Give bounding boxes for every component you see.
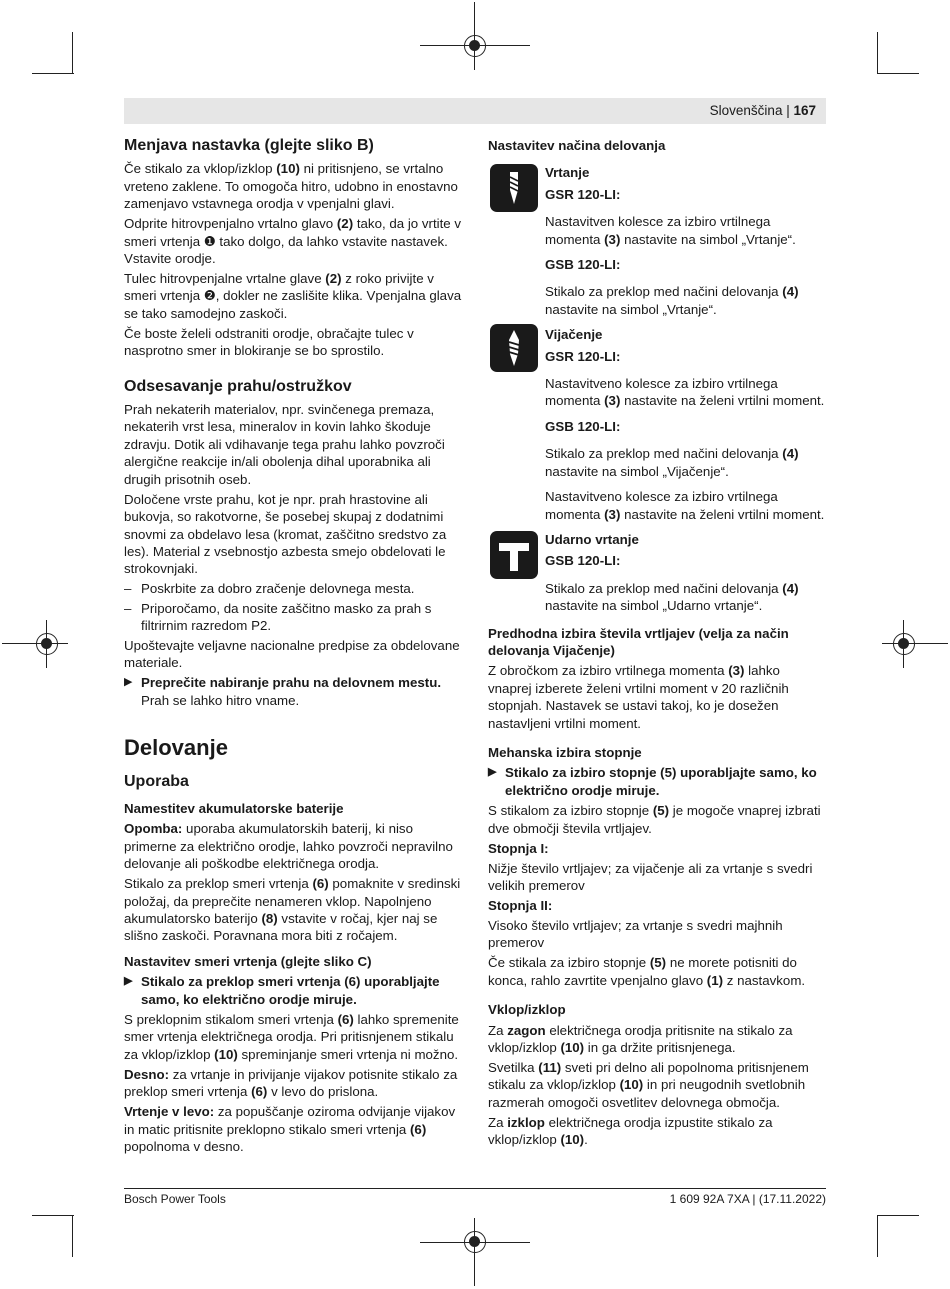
paragraph: Tulec hitrovpenjalne vrtalne glave (2) z roko privijte v smeri vrtenja ❷, dokler ne zaslišite klika. Vpenjalna glava se tako samodejno zaskoči. <box>124 271 462 321</box>
hammer-drill-mode-icon <box>490 531 538 579</box>
paragraph: Za izklop električnega orodja izpustite stikalo za vklop/izklop (10). <box>488 1114 773 1148</box>
registration-line <box>2 643 68 644</box>
crop-mark <box>877 1215 919 1216</box>
warning-item: ▶ Stikalo za izbiro stopnje (5) uporabljajte samo, ko električno orodje miruje. <box>488 764 826 799</box>
page-header-bar <box>124 98 826 124</box>
subsection-title: Mehanska izbira stopnje <box>488 744 642 760</box>
registration-mark-icon <box>464 1231 486 1253</box>
list-item: – Poskrbite za dobro zračenje delovnega mesta. <box>124 580 462 597</box>
paragraph: Nastavitven kolesce za izbiro vrtilnega momenta (3) nastavite na simbol „Vrtanje“. <box>545 214 796 247</box>
paragraph: Opomba: uporaba akumulatorskih baterij, ki niso primerne za električno orodje, lahko povzroči nepravilno delovanje ali poškodbe električnega orodja. <box>124 821 453 872</box>
paragraph: Prah nekaterih materialov, npr. svinčenega premaza, nekaterih vrst lesa, mineralov in kovin lahko škoduje zdravju. Dotik ali vdihavanje tega prahu lahko povzroči alergične reakcije in/ali obolenja dihal uporabnika ali drugih prisotnih oseb. <box>124 402 445 487</box>
model-label: GSR 120-LI: <box>545 348 621 364</box>
paragraph: Stikalo za preklop med načini delovanja (4) nastavite na simbol „Vrtanje“. <box>545 284 799 317</box>
model-label: GSB 120-LI: <box>545 418 621 434</box>
section-title: Menjava nastavka (glejte sliko B) <box>124 137 374 154</box>
crop-mark <box>877 1215 878 1257</box>
mode-drilling <box>488 164 826 318</box>
registration-mark-icon <box>464 35 486 57</box>
paragraph: Visoko število vrtljajev; za vrtanje s svedri majhnih premerov <box>488 918 783 951</box>
paragraph: Nižje število vrtljajev; za vijačenje ali za vrtanje s svedri velikih premerov <box>488 860 813 893</box>
paragraph: Če stikala za izbiro stopnje (5) ne morete potisniti do konca, rahlo zavrtite vpenjalno glavo (1) z nastavkom. <box>488 955 806 988</box>
registration-mark-icon <box>36 633 58 655</box>
crop-mark <box>877 32 878 74</box>
page-number: 167 <box>793 103 816 118</box>
footer-divider <box>124 1188 826 1189</box>
drill-mode-icon <box>490 164 538 212</box>
paragraph: Določene vrste prahu, kot je npr. prah hrastovine ali bukovja, so rakotvorne, še posebej skupaj z dodatnimi snovmi za obdelavo lesa (kromat, zaščitno sredstvo za les). Material z vsebnostjo azbesta smejo obdelovati le strokovnjaki. <box>124 491 447 577</box>
section-title: Uporaba <box>124 772 189 790</box>
footer-doc-id: 1 609 92A 7XA | (17.11.2022) <box>669 1192 826 1206</box>
stage-label: Stopnja I: <box>488 840 549 856</box>
stage-label: Stopnja II: <box>488 898 553 913</box>
registration-mark-icon <box>893 633 915 655</box>
subsection-title: Namestitev akumulatorske baterije <box>124 800 344 816</box>
model-label: GSB 120-LI: <box>545 257 621 273</box>
paragraph: Odprite hitrovpenjalno vrtalno glavo (2) tako, da jo vrtite v smeri vrtenja ❶ tako dolgo, da lahko vstavite nastavek. Vstavite orodje. <box>124 216 462 267</box>
paragraph: Desno: za vrtanje in privijanje vijakov potisnite stikalo za preklop smeri vrtenja (6) v levo do prislona. <box>124 1066 458 1100</box>
paragraph: Če boste želeli odstraniti orodje, obračajte tulec v nasprotno smer in blokiranje se bo sprostilo. <box>124 325 414 359</box>
warning-item: ▶ Preprečite nabiranje prahu na delovnem mestu. Prah se lahko hitro vname. <box>124 674 462 709</box>
section-title: Odsesavanje prahu/ostružkov <box>124 377 352 395</box>
paragraph: Svetilka (11) sveti pri delno ali popolnoma pritisnjenem stikalu za vklop/izklop (10) in pri neugodnih svetlobnih razmerah omogoči osvetlitev delovnega območja. <box>488 1060 809 1110</box>
paragraph: Upoštevajte veljavne nacionalne predpise za obdelovane materiale. <box>124 637 460 670</box>
paragraph: Stikalo za preklop med načini delovanja (4) nastavite na simbol „Vijačenje“. <box>545 446 799 479</box>
paragraph: Za zagon električnega orodja pritisnite na stikalo za vklop/izklop (10) in ga držite pritisnjenega. <box>488 1022 793 1056</box>
model-label: GSR 120-LI: <box>545 186 621 202</box>
paragraph: Stikalo za preklop med načini delovanja (4) nastavite na simbol „Udarno vrtanje“. <box>545 580 799 614</box>
paragraph: Nastavitveno kolesce za izbiro vrtilnega momenta (3) nastavite na želeni vrtilni moment. <box>545 376 825 409</box>
header-language: Slovenščina <box>709 103 783 118</box>
registration-line <box>882 643 948 644</box>
screw-mode-icon <box>490 324 538 372</box>
footer-brand: Bosch Power Tools <box>124 1192 226 1206</box>
crop-mark <box>72 1215 73 1257</box>
crop-mark <box>32 73 74 74</box>
list-item: – Priporočamo, da nosite zaščitno masko za prah s filtrirnim razredom P2. <box>124 600 462 635</box>
chapter-title: Delovanje <box>124 735 228 761</box>
paragraph: Z obročkom za izbiro vrtilnega momenta (3) lahko vnaprej izberete želeni vrtilni moment v 20 različnih stopnjah. Nastavek se ustavi takoj, ko je dosežen nastavljeni vrtilni moment. <box>488 663 789 731</box>
paragraph: Vrtenje v levo: za popuščanje oziroma odvijanje vijakov in matic pritisnite preklopno stikalo smeri vrtenja (6) popolnoma v desno. <box>124 1104 456 1155</box>
paragraph: S preklopnim stikalom smeri vrtenja (6) lahko spremenite smer vrtenja električnega orodja. Pri pritisnjenem stikalu za vklop/izklop (10) spreminjanje smeri vrtenja ni možno. <box>124 1012 459 1062</box>
subsection-title: Predhodna izbira števila vrtljajev (velja za način delovanja Vijačenje) <box>488 625 789 658</box>
page-header: Slovenščina | 167 <box>709 103 816 118</box>
crop-mark <box>32 1215 74 1216</box>
mode-screwdriving <box>488 326 826 523</box>
model-label: GSB 120-LI: <box>545 553 621 569</box>
mode-title: Vrtanje <box>545 165 590 181</box>
left-column <box>124 137 462 1158</box>
paragraph: Nastavitveno kolesce za izbiro vrtilnega momenta (3) nastavite na želeni vrtilni moment. <box>545 489 825 522</box>
paragraph: S stikalom za izbiro stopnje (5) je mogoče vnaprej izbrati dve območji števila vrtljajev. <box>488 803 821 836</box>
mode-title: Vijačenje <box>545 327 603 343</box>
paragraph: Stikalo za preklop smeri vrtenja (6) pomaknite v sredinski položaj, da preprečite nenameren vklop. Napolnjeno akumulatorsko baterijo (8) vstavite v ročaj, kjer naj se slišno zaskoči. Poravnana mora biti z ročajem. <box>124 876 461 944</box>
subsection-title: Vklop/izklop <box>488 1002 566 1018</box>
paragraph: Če stikalo za vklop/izklop (10) ni pritisnjeno, se vrtalno vreteno zaklene. To omogoča hitro, udobno in enostavno zamenjavo vstavnega orodja v vpenjalni glavi. <box>124 161 458 212</box>
subsection-title: Nastavitev načina delovanja <box>488 138 666 153</box>
warning-item: ▶ Stikalo za preklop smeri vrtenja (6) uporabljajte samo, ko električno orodje miruje. <box>124 973 462 1008</box>
mode-hammer-drilling <box>488 531 826 615</box>
mode-title: Udarno vrtanje <box>545 531 639 547</box>
right-column <box>488 137 826 1151</box>
crop-mark <box>72 32 73 74</box>
crop-mark <box>877 73 919 74</box>
subsection-title: Nastavitev smeri vrtenja (glejte sliko C) <box>124 953 372 969</box>
